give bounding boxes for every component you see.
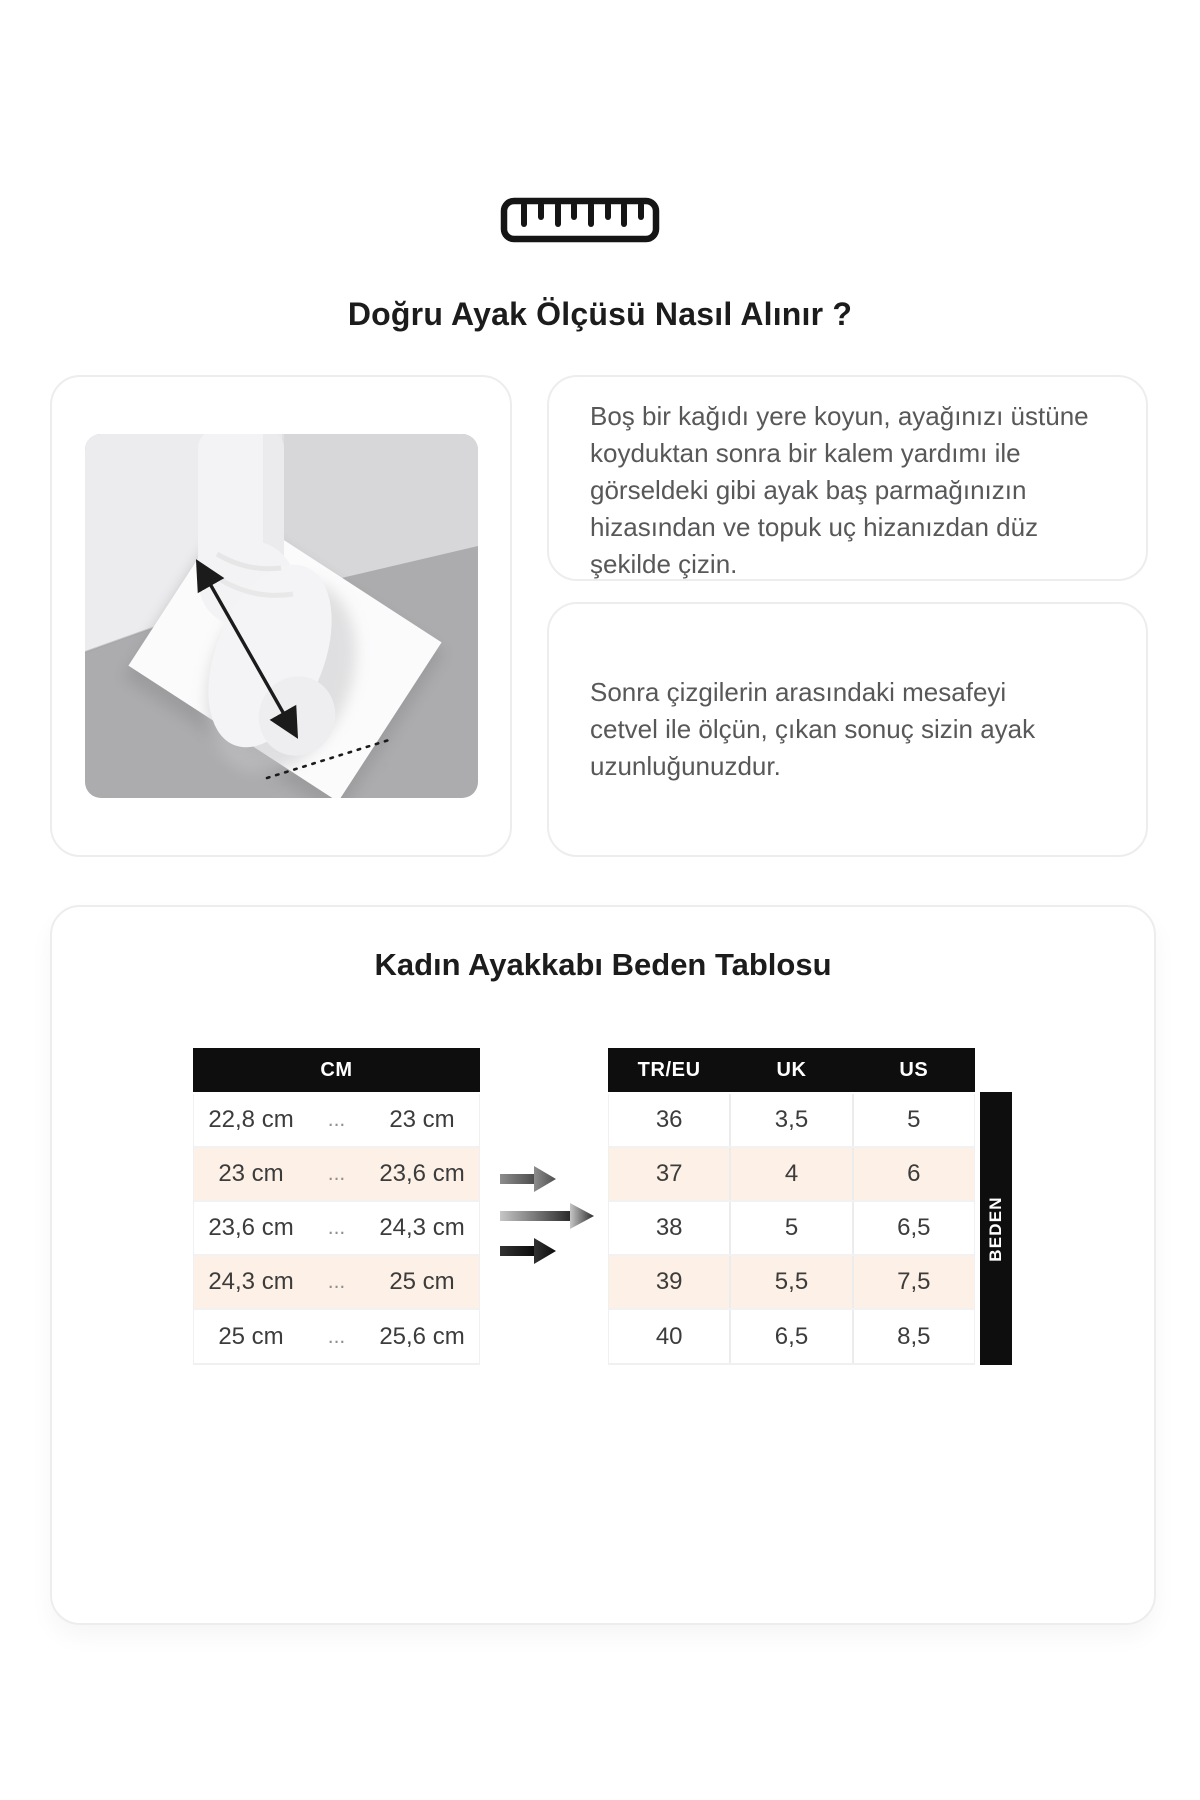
cm-table-header: CM: [193, 1048, 480, 1092]
ruler-icon: [500, 196, 660, 244]
step1-text: Boş bir kağıdı yere koyun, ayağınızı üstüne koyduktan sonra bir kalem yardımı ile görseldeki gibi ayak baş parmağınızın hizasından ve topuk uç hizanızdan düz şekilde çizin.: [590, 401, 1089, 579]
table-row: 25 cm ... 25,6 cm: [194, 1310, 479, 1364]
step2-text: Sonra çizgilerin arasındaki mesafeyi cetvel ile ölçün, çıkan sonuç sizin ayak uzunluğunuzdur.: [590, 677, 1036, 781]
table-row: 22,8 cm ... 23 cm: [194, 1094, 479, 1148]
instruction-card-step1: [547, 375, 1148, 581]
size-chart-card: [50, 905, 1156, 1625]
right-arrow-icon: [500, 1201, 594, 1231]
table-row: 39 5,5 7,5: [609, 1256, 974, 1310]
table-row: 38 5 6,5: [609, 1202, 974, 1256]
table-row: 37 4 6: [609, 1148, 974, 1202]
page-title: Doğru Ayak Ölçüsü Nasıl Alınır ?: [347, 296, 853, 332]
conversion-table-header: [608, 1048, 975, 1092]
conversion-arrows: [500, 1165, 600, 1267]
column-header: TR/EU: [637, 1058, 701, 1081]
table-row: 24,3 cm ... 25 cm: [194, 1256, 479, 1310]
foot-measurement-photo: [85, 434, 478, 798]
column-header: UK: [776, 1058, 807, 1081]
instruction-card-step2: [547, 602, 1148, 857]
table-row: 23,6 cm ... 24,3 cm: [194, 1202, 479, 1256]
right-arrow-icon: [500, 1165, 556, 1193]
right-arrow-icon: [500, 1237, 556, 1265]
size-chart-title: Kadın Ayakkabı Beden Tablosu: [374, 947, 832, 982]
table-row: 36 3,5 5: [609, 1094, 974, 1148]
table-row: 40 6,5 8,5: [609, 1310, 974, 1364]
beden-side-label: BEDEN: [980, 1092, 1012, 1365]
measurement-photo-card: [50, 375, 512, 857]
conversion-table: [608, 1048, 975, 1365]
cm-table: [193, 1048, 480, 1365]
table-row: 23 cm ... 23,6 cm: [194, 1148, 479, 1202]
column-header: US: [899, 1058, 929, 1081]
